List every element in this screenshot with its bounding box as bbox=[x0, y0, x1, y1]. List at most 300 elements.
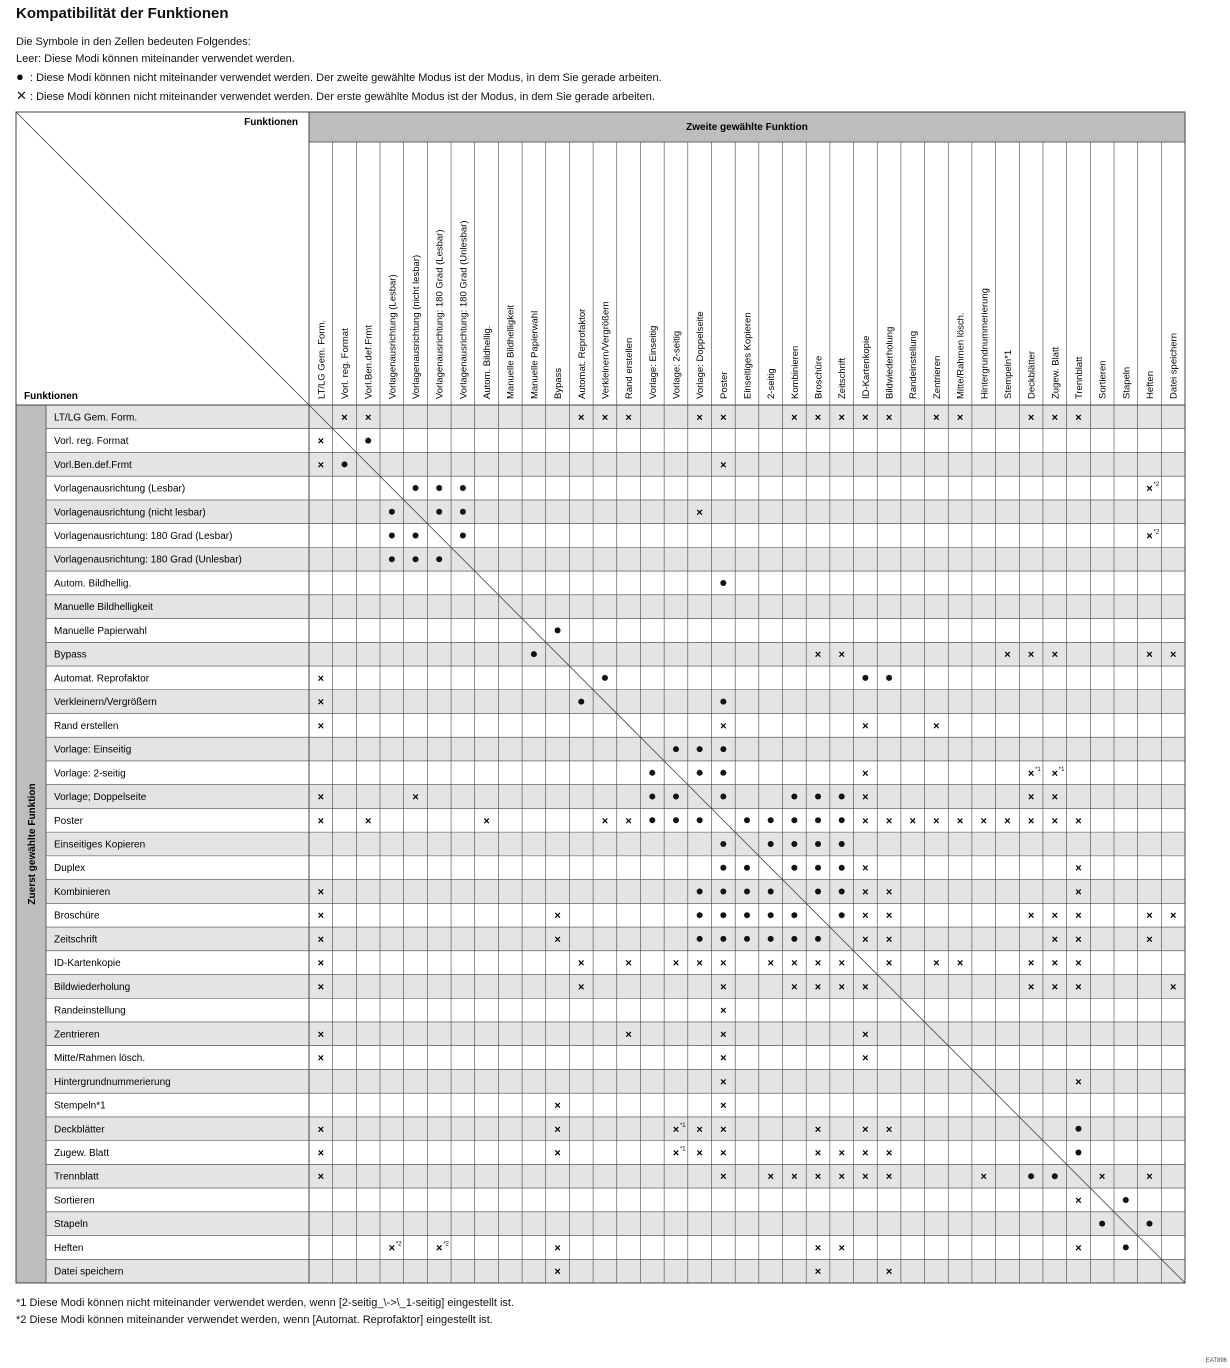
row-stripe bbox=[46, 1022, 1185, 1046]
row-stripe bbox=[46, 1164, 1185, 1188]
cell-dot bbox=[1075, 1149, 1081, 1155]
cell-cross: × bbox=[720, 1147, 727, 1160]
cell-cross: × bbox=[720, 1076, 727, 1089]
cell-cross: × bbox=[625, 815, 632, 828]
cell-cross: × bbox=[317, 981, 325, 994]
row-header: Vorlagenausrichtung: 180 Grad (Lesbar) bbox=[54, 531, 233, 543]
cell-cross: × bbox=[791, 411, 798, 424]
column-header: Vorlagenausrichtung (nicht lesbar) bbox=[411, 254, 423, 399]
cell-cross: × bbox=[814, 1242, 822, 1255]
cell-cross: × bbox=[1098, 1171, 1106, 1184]
cell-dot bbox=[744, 936, 750, 942]
cell-dot bbox=[578, 699, 584, 705]
cell-cross: × bbox=[933, 411, 940, 424]
row-header: Trennblatt bbox=[54, 1171, 99, 1183]
row-stripe bbox=[46, 1259, 1185, 1283]
row-header: Vorlage: Einseitig bbox=[54, 744, 132, 756]
cell-cross: × bbox=[862, 886, 869, 899]
cell-dot bbox=[768, 888, 774, 894]
cell-cross: × bbox=[341, 411, 348, 424]
cell-note: *2 bbox=[395, 1241, 402, 1248]
cell-dot bbox=[389, 533, 395, 539]
row-header: Mitte/Rahmen lösch. bbox=[54, 1053, 146, 1065]
cell-dot bbox=[1075, 1126, 1081, 1132]
cell-cross: × bbox=[672, 1147, 680, 1160]
cell-cross: × bbox=[791, 957, 798, 970]
row-header: Zugew. Blatt bbox=[54, 1147, 110, 1159]
cell-cross: × bbox=[1169, 981, 1177, 994]
cell-dot bbox=[365, 438, 371, 444]
cell-cross: × bbox=[1004, 649, 1011, 662]
cell-cross: × bbox=[317, 1123, 325, 1136]
cell-dot bbox=[839, 794, 845, 800]
row-header: LT/LG Gem. Form. bbox=[54, 412, 138, 424]
cell-cross: × bbox=[1146, 649, 1153, 662]
cell-dot bbox=[413, 485, 419, 491]
cell-cross: × bbox=[317, 791, 325, 804]
row-header: Stapeln bbox=[54, 1219, 88, 1231]
row-header: Vorl. reg. Format bbox=[54, 436, 129, 448]
cell-cross: × bbox=[933, 815, 940, 828]
row-header: ID-Kartenkopie bbox=[54, 958, 121, 970]
cell-cross: × bbox=[720, 957, 727, 970]
cell-cross: × bbox=[1146, 910, 1153, 923]
cell-dot bbox=[720, 580, 726, 586]
cell-cross: × bbox=[720, 1171, 727, 1184]
cell-cross: × bbox=[862, 981, 869, 994]
column-header: Stapeln bbox=[1121, 366, 1133, 399]
cell-dot bbox=[768, 936, 774, 942]
cell-dot bbox=[839, 817, 845, 823]
cell-cross: × bbox=[1075, 886, 1082, 899]
cell-cross: × bbox=[720, 459, 727, 472]
cell-dot bbox=[768, 912, 774, 918]
row-header: Einseitiges Kopieren bbox=[54, 839, 146, 851]
cell-cross: × bbox=[720, 1123, 727, 1136]
row-header: Zentrieren bbox=[54, 1029, 100, 1041]
cell-dot bbox=[886, 675, 892, 681]
cell-dot bbox=[791, 841, 797, 847]
cell-cross: × bbox=[483, 815, 490, 828]
cell-cross: × bbox=[862, 411, 869, 424]
cell-cross: × bbox=[1051, 411, 1059, 424]
cell-dot bbox=[791, 936, 797, 942]
dot-symbol-icon: ● bbox=[16, 69, 24, 84]
cell-cross: × bbox=[625, 411, 632, 424]
cell-dot bbox=[839, 841, 845, 847]
cell-dot bbox=[720, 770, 726, 776]
cell-cross: × bbox=[388, 1242, 396, 1255]
column-header: Randeinstellung bbox=[908, 330, 920, 399]
cell-cross: × bbox=[838, 981, 845, 994]
page-title: Kompatibilität der Funktionen bbox=[16, 5, 229, 22]
cell-cross: × bbox=[791, 981, 798, 994]
cell-dot bbox=[673, 817, 679, 823]
cell-dot bbox=[720, 936, 726, 942]
cross-symbol-icon: ✕ bbox=[16, 88, 27, 103]
column-header: Trennblatt bbox=[1073, 356, 1085, 399]
cell-cross: × bbox=[554, 1123, 561, 1136]
column-header: Broschüre bbox=[813, 355, 825, 399]
cell-dot bbox=[720, 746, 726, 752]
cell-cross: × bbox=[1146, 530, 1153, 543]
cell-cross: × bbox=[862, 1123, 869, 1136]
cell-cross: × bbox=[1075, 815, 1082, 828]
column-header: Zugew. Blatt bbox=[1050, 346, 1062, 399]
cell-cross: × bbox=[554, 1242, 561, 1255]
cell-cross: × bbox=[317, 1147, 325, 1160]
cell-cross: × bbox=[317, 910, 325, 923]
row-header: Broschüre bbox=[54, 910, 100, 922]
cell-cross: × bbox=[933, 957, 940, 970]
cell-dot bbox=[697, 746, 703, 752]
cell-dot bbox=[720, 794, 726, 800]
cell-note: *1 bbox=[1035, 766, 1041, 773]
cell-dot bbox=[413, 533, 419, 539]
column-header: Vorlagenausrichtung: 180 Grad (Lesbar) bbox=[434, 229, 446, 399]
cell-note: *2 bbox=[1153, 529, 1160, 536]
corner-top-label: Funktionen bbox=[244, 117, 298, 128]
cell-cross: × bbox=[933, 720, 940, 733]
row-stripe bbox=[46, 405, 1185, 429]
cell-cross: × bbox=[885, 1266, 893, 1279]
cell-dot bbox=[791, 794, 797, 800]
cell-cross: × bbox=[862, 767, 869, 780]
cell-cross: × bbox=[1075, 957, 1082, 970]
row-header: Sortieren bbox=[54, 1195, 95, 1207]
cell-dot bbox=[649, 817, 655, 823]
cell-dot bbox=[744, 865, 750, 871]
row-header: Vorlagenausrichtung (nicht lesbar) bbox=[54, 507, 206, 519]
cell-cross: × bbox=[625, 1028, 632, 1041]
column-header: Zeitschrift bbox=[837, 357, 849, 399]
legend-dot-text: : Diese Modi können nicht miteinander verwendet werden. Der zweite gewählte Modus ist der Modus, in dem Sie gerade arbeiten. bbox=[30, 72, 662, 84]
symbol-legend bbox=[16, 34, 662, 106]
cell-cross: × bbox=[862, 933, 869, 946]
cell-cross: × bbox=[720, 1028, 727, 1041]
cell-note: *1 bbox=[679, 1146, 686, 1153]
cell-cross: × bbox=[1146, 483, 1153, 496]
cell-cross: × bbox=[1027, 981, 1035, 994]
cell-cross: × bbox=[317, 672, 325, 685]
cell-dot bbox=[720, 841, 726, 847]
cell-dot bbox=[649, 794, 655, 800]
column-header: Heften bbox=[1144, 371, 1156, 399]
cell-cross: × bbox=[364, 411, 372, 424]
cell-dot bbox=[697, 817, 703, 823]
cell-dot bbox=[460, 509, 466, 515]
row-stripe bbox=[46, 880, 1185, 904]
cell-cross: × bbox=[885, 1147, 893, 1160]
cell-cross: × bbox=[885, 957, 893, 970]
cell-note: *2 bbox=[1153, 482, 1160, 489]
row-header: Vorlagenausrichtung: 180 Grad (Unlesbar) bbox=[54, 554, 242, 566]
cell-dot bbox=[649, 770, 655, 776]
row-header: Manuelle Papierwahl bbox=[54, 625, 147, 637]
column-header: Hintergrundnummerierung bbox=[979, 288, 991, 399]
cell-cross: × bbox=[1075, 910, 1082, 923]
cell-cross: × bbox=[1027, 411, 1035, 424]
cell-cross: × bbox=[1169, 910, 1177, 923]
cell-cross: × bbox=[317, 720, 325, 733]
column-header: Poster bbox=[718, 371, 730, 399]
cell-cross: × bbox=[1051, 933, 1059, 946]
cell-cross: × bbox=[838, 1147, 845, 1160]
cell-dot bbox=[460, 485, 466, 491]
cell-cross: × bbox=[1075, 981, 1082, 994]
row-stripe bbox=[46, 642, 1185, 666]
cell-cross: × bbox=[814, 1147, 822, 1160]
row-stripe bbox=[46, 1069, 1185, 1093]
cell-cross: × bbox=[720, 1100, 727, 1113]
cell-cross: × bbox=[814, 1171, 822, 1184]
column-header: Einseitiges Kopieren bbox=[742, 312, 754, 399]
cell-cross: × bbox=[980, 1171, 987, 1184]
cell-cross: × bbox=[814, 957, 822, 970]
cell-dot bbox=[791, 865, 797, 871]
cell-dot bbox=[1052, 1173, 1058, 1179]
legend-x-text: : Diese Modi können nicht miteinander verwendet werden. Der erste gewählte Modus ist der Modus, in dem Sie gerade arbeiten. bbox=[30, 91, 655, 103]
cell-cross: × bbox=[1027, 815, 1035, 828]
row-header: Duplex bbox=[54, 863, 86, 875]
cell-cross: × bbox=[578, 411, 585, 424]
cell-cross: × bbox=[767, 1171, 774, 1184]
row-header: Automat. Reprofaktor bbox=[54, 673, 150, 685]
cell-dot bbox=[744, 888, 750, 894]
cell-dot bbox=[389, 509, 395, 515]
cell-cross: × bbox=[317, 1052, 325, 1065]
cell-dot bbox=[697, 770, 703, 776]
cell-cross: × bbox=[720, 1052, 727, 1065]
cell-cross: × bbox=[862, 1052, 869, 1065]
row-header: Bildwiederholung bbox=[54, 981, 131, 993]
cell-dot bbox=[720, 888, 726, 894]
cell-dot bbox=[697, 912, 703, 918]
column-header: Kombinieren bbox=[789, 345, 801, 399]
cell-cross: × bbox=[1075, 862, 1082, 875]
cell-cross: × bbox=[601, 411, 609, 424]
row-header: Vorlagenausrichtung (Lesbar) bbox=[54, 483, 186, 495]
cell-cross: × bbox=[1075, 1076, 1082, 1089]
cell-dot bbox=[436, 556, 442, 562]
cell-dot bbox=[862, 675, 868, 681]
row-group-label: Zuerst gewählte Funktion bbox=[27, 783, 38, 905]
cell-dot bbox=[744, 912, 750, 918]
cell-cross: × bbox=[862, 910, 869, 923]
cell-dot bbox=[815, 841, 821, 847]
cell-cross: × bbox=[554, 933, 561, 946]
row-stripe bbox=[46, 452, 1185, 476]
column-header: Rand erstellen bbox=[624, 337, 636, 399]
row-header: Rand erstellen bbox=[54, 720, 119, 732]
cell-cross: × bbox=[696, 1147, 703, 1160]
column-header: Bildwiederholung bbox=[884, 326, 896, 399]
cell-cross: × bbox=[317, 696, 325, 709]
cell-cross: × bbox=[672, 957, 680, 970]
column-header: Vorlage: 2-seitig bbox=[671, 330, 683, 399]
cell-dot bbox=[673, 746, 679, 752]
cell-dot bbox=[697, 936, 703, 942]
cell-dot bbox=[815, 936, 821, 942]
cell-dot bbox=[791, 912, 797, 918]
cell-dot bbox=[555, 627, 561, 633]
cell-cross: × bbox=[554, 1266, 561, 1279]
cell-cross: × bbox=[838, 649, 845, 662]
cell-cross: × bbox=[956, 815, 964, 828]
cell-cross: × bbox=[1146, 933, 1153, 946]
footnote-2: *2 Diese Modi können miteinander verwendet werden, wenn [Automat. Reprofaktor] eingestellt ist. bbox=[16, 1314, 493, 1326]
cell-cross: × bbox=[412, 791, 419, 804]
cell-cross: × bbox=[625, 957, 632, 970]
row-header: Deckblätter bbox=[54, 1124, 105, 1136]
cell-cross: × bbox=[578, 981, 585, 994]
legend-dot bbox=[16, 68, 662, 87]
column-header: Vorlage: Einseitig bbox=[647, 325, 659, 399]
cell-cross: × bbox=[885, 910, 893, 923]
cell-dot bbox=[602, 675, 608, 681]
cell-cross: × bbox=[554, 1100, 561, 1113]
column-group-label: Zweite gewählte Funktion bbox=[686, 122, 808, 133]
cell-cross: × bbox=[1051, 981, 1059, 994]
cell-dot bbox=[673, 794, 679, 800]
cell-cross: × bbox=[696, 1123, 703, 1136]
cell-cross: × bbox=[1051, 910, 1059, 923]
cell-dot bbox=[1123, 1197, 1129, 1203]
cell-cross: × bbox=[838, 957, 845, 970]
cell-dot bbox=[697, 888, 703, 894]
row-header: Heften bbox=[54, 1242, 84, 1254]
column-header: Vorl.Ben.def.Frmt bbox=[363, 325, 375, 399]
row-header: Zeitschrift bbox=[54, 934, 98, 946]
row-header: Hintergrundnummerierung bbox=[54, 1076, 171, 1088]
cell-cross: × bbox=[317, 435, 325, 448]
legend-empty: Leer: Diese Modi können miteinander verwendet werden. bbox=[16, 53, 295, 65]
column-header: Deckblätter bbox=[1026, 350, 1038, 399]
cell-cross: × bbox=[696, 957, 703, 970]
column-header: ID-Kartenkopie bbox=[860, 335, 872, 399]
cell-cross: × bbox=[885, 933, 893, 946]
cell-dot bbox=[839, 888, 845, 894]
cell-cross: × bbox=[1051, 957, 1059, 970]
cell-cross: × bbox=[838, 1171, 845, 1184]
cell-cross: × bbox=[862, 862, 869, 875]
row-stripe bbox=[46, 1212, 1185, 1236]
cell-dot bbox=[1123, 1244, 1129, 1250]
cell-dot bbox=[768, 817, 774, 823]
cell-note: *1 bbox=[679, 1122, 686, 1129]
cell-cross: × bbox=[578, 957, 585, 970]
column-header: Datei speichern bbox=[1168, 332, 1180, 399]
cell-dot bbox=[815, 888, 821, 894]
column-header: Vorlagenausrichtung: 180 Grad (Unlesbar) bbox=[458, 220, 470, 399]
column-header: Sortieren bbox=[1097, 360, 1109, 399]
cell-dot bbox=[815, 865, 821, 871]
cell-cross: × bbox=[317, 1028, 325, 1041]
column-header: Zentrieren bbox=[931, 355, 943, 399]
row-header: Autom. Bildhellig. bbox=[54, 578, 132, 590]
cell-cross: × bbox=[601, 815, 609, 828]
cell-dot bbox=[1099, 1221, 1105, 1227]
cell-cross: × bbox=[672, 1123, 680, 1136]
cell-cross: × bbox=[317, 459, 325, 472]
row-stripe bbox=[46, 500, 1185, 524]
row-stripe bbox=[46, 832, 1185, 856]
cell-dot bbox=[791, 817, 797, 823]
cell-cross: × bbox=[1075, 1194, 1082, 1207]
cell-cross: × bbox=[862, 1147, 869, 1160]
cell-dot bbox=[768, 841, 774, 847]
legend-intro: Die Symbole in den Zellen bedeuten Folgendes: bbox=[16, 36, 251, 48]
cell-cross: × bbox=[1027, 791, 1035, 804]
cell-cross: × bbox=[696, 506, 703, 519]
cell-cross: × bbox=[862, 815, 869, 828]
column-header: Autom. Bildhellig. bbox=[482, 325, 494, 399]
cell-dot bbox=[839, 865, 845, 871]
image-code: EAT896 bbox=[1205, 1358, 1227, 1364]
cell-cross: × bbox=[1027, 910, 1035, 923]
row-header: Vorlage: 2-seitig bbox=[54, 768, 126, 780]
cell-cross: × bbox=[1027, 767, 1035, 780]
cell-dot bbox=[815, 794, 821, 800]
column-header: Mitte/Rahmen lösch. bbox=[955, 312, 967, 399]
cell-dot bbox=[1146, 1221, 1152, 1227]
column-header: 2-seitig bbox=[766, 368, 778, 399]
cell-cross: × bbox=[364, 815, 372, 828]
row-stripe bbox=[46, 785, 1185, 809]
cell-cross: × bbox=[956, 957, 964, 970]
cell-cross: × bbox=[885, 815, 893, 828]
cell-cross: × bbox=[767, 957, 774, 970]
row-stripe bbox=[46, 975, 1185, 999]
cell-cross: × bbox=[317, 886, 325, 899]
cell-cross: × bbox=[1075, 1242, 1082, 1255]
row-stripe bbox=[46, 690, 1185, 714]
cell-cross: × bbox=[814, 649, 822, 662]
cell-cross: × bbox=[814, 1266, 822, 1279]
cell-cross: × bbox=[317, 815, 325, 828]
cell-cross: × bbox=[838, 411, 845, 424]
cell-cross: × bbox=[720, 1005, 727, 1018]
row-header: Vorlage; Doppelseite bbox=[54, 792, 147, 804]
cell-cross: × bbox=[720, 720, 727, 733]
footnote-1: *1 Diese Modi können nicht miteinander verwendet werden, wenn [2-seitig_\->\_1-seitig] eingestellt ist. bbox=[16, 1297, 515, 1309]
row-header: Vorl.Ben.def.Frmt bbox=[54, 459, 132, 471]
row-header: Datei speichern bbox=[54, 1266, 124, 1278]
column-header: Manuelle Bildhelligkeit bbox=[505, 305, 517, 399]
cell-cross: × bbox=[1169, 649, 1177, 662]
cell-cross: × bbox=[696, 411, 703, 424]
footnotes bbox=[16, 1295, 514, 1329]
column-header: Vorl. reg. Format bbox=[340, 328, 352, 399]
cell-cross: × bbox=[1027, 649, 1035, 662]
cell-cross: × bbox=[814, 1123, 822, 1136]
row-header: Bypass bbox=[54, 649, 87, 661]
cell-cross: × bbox=[885, 411, 893, 424]
cell-dot bbox=[1028, 1173, 1034, 1179]
cell-cross: × bbox=[1027, 957, 1035, 970]
row-stripe bbox=[46, 1117, 1185, 1141]
column-header: Stempeln*1 bbox=[1002, 349, 1014, 399]
cell-cross: × bbox=[317, 933, 325, 946]
cell-cross: × bbox=[554, 910, 561, 923]
cell-cross: × bbox=[862, 1028, 869, 1041]
column-header: Verkleinern/Vergrößern bbox=[600, 301, 612, 399]
cell-cross: × bbox=[1051, 767, 1059, 780]
cell-cross: × bbox=[885, 1171, 893, 1184]
cell-dot bbox=[839, 912, 845, 918]
cell-dot bbox=[436, 485, 442, 491]
cell-cross: × bbox=[1075, 933, 1082, 946]
